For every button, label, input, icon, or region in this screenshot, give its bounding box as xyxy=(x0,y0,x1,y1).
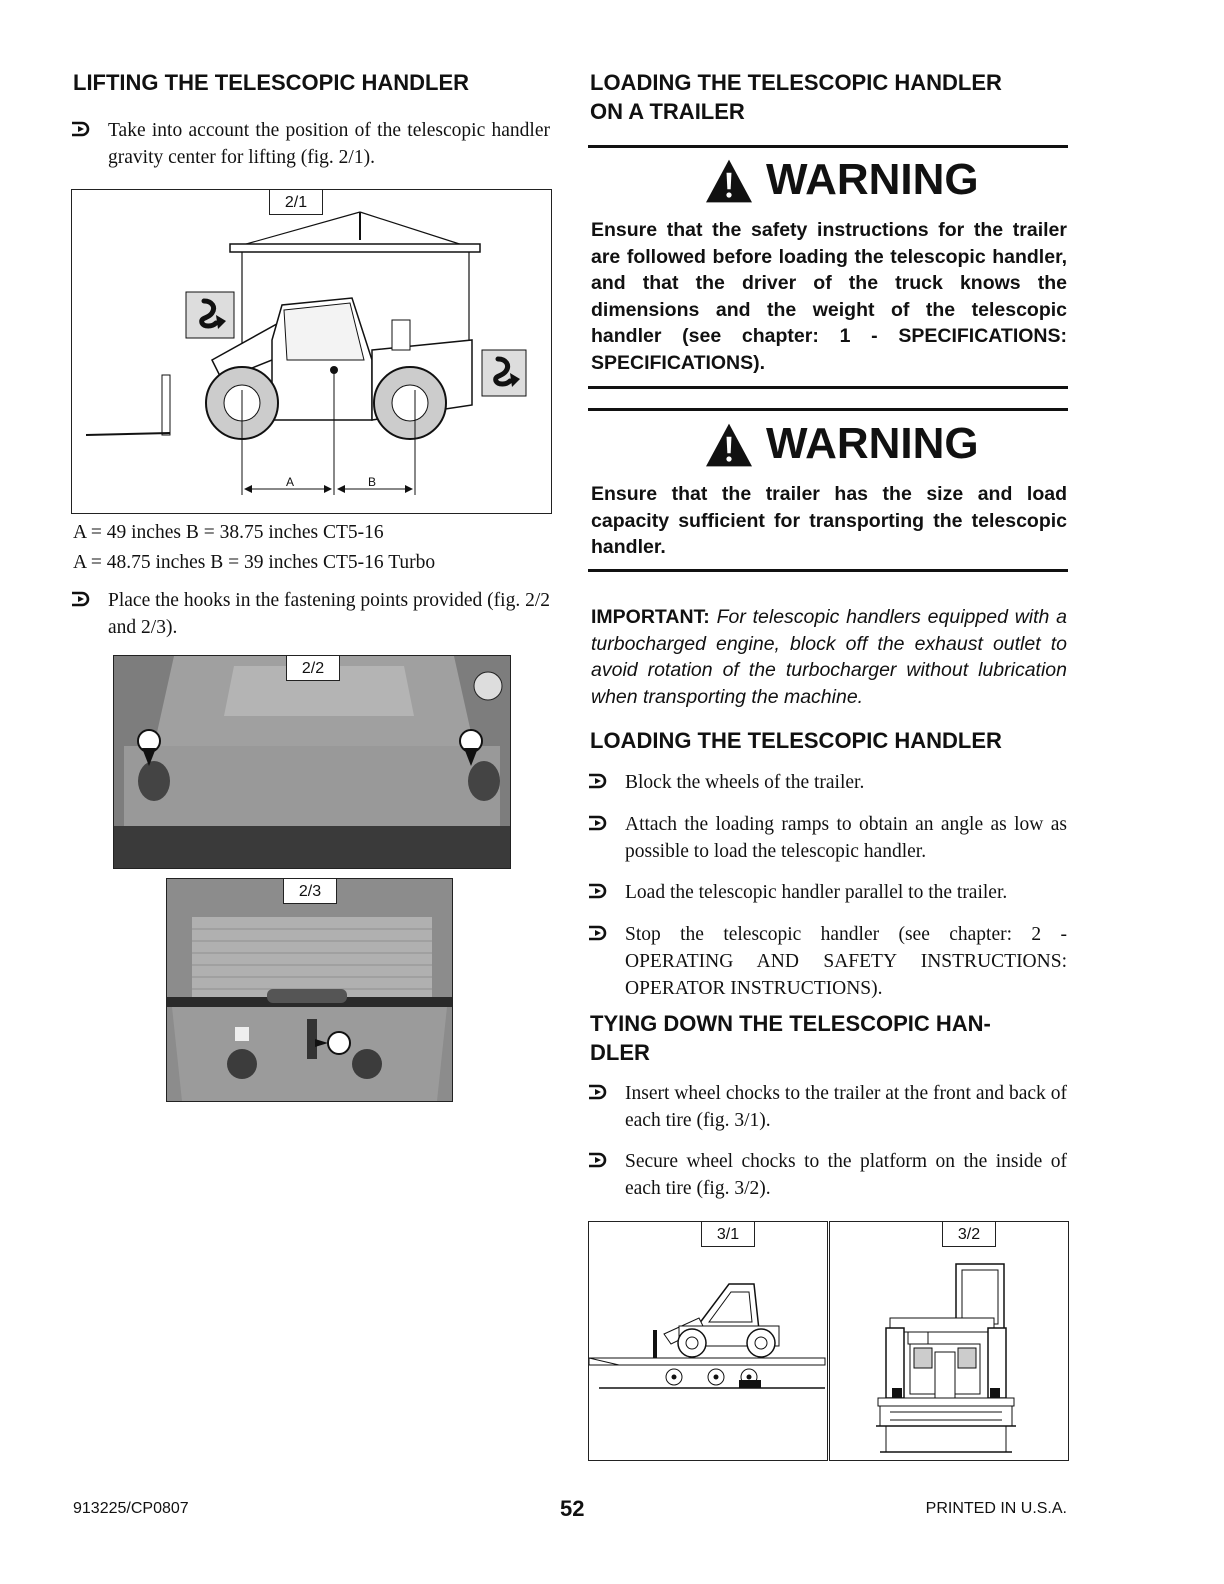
printed-in-usa: PRINTED IN U.S.A. xyxy=(925,1500,1067,1517)
loading-step xyxy=(625,811,1067,865)
warning-title: WARNING xyxy=(766,155,979,204)
important-note xyxy=(591,604,1067,710)
figure-2-3-front-fastening-photo xyxy=(166,878,453,1102)
warning-bottom-rule xyxy=(588,569,1068,572)
arrow-bullet-icon xyxy=(587,922,609,944)
warning-icon xyxy=(700,158,758,204)
arrow-bullet-icon xyxy=(587,1149,609,1171)
heading-line: DLER xyxy=(590,1040,650,1065)
dimension-a-label: A xyxy=(286,475,295,489)
warning-text-trailer-capacity: Ensure that the trailer has the size and load capacity sufficient for transporting the telescopic handler. xyxy=(591,483,1067,558)
instruction-place-hooks xyxy=(108,587,550,641)
dimension-b-label: B xyxy=(368,475,377,489)
important-text: For telescopic handlers equipped with a turbocharged engine, block off the exhaust outlet to avoid rotation of the turbocharger without lubrication when transporting the machine. xyxy=(591,606,1067,708)
instruction-text: Take into account the position of the telescopic handler gravity center for lifting (fig. 2/1). xyxy=(108,120,550,168)
figure-2-2-rear-fastening-photo xyxy=(113,655,511,869)
heading-line: LOADING THE TELESCOPIC HANDLER xyxy=(590,70,1002,95)
step-text: Insert wheel chocks to the trailer at the front and back of each tire (fig. 3/1). xyxy=(625,1083,1067,1131)
heading-line: ON A TRAILER xyxy=(590,99,745,124)
telescopic-handler-lifting-drawing xyxy=(72,190,550,512)
warning-bottom-rule xyxy=(588,386,1068,389)
loading-step xyxy=(625,879,1067,906)
handler-on-trailer-front-drawing xyxy=(830,1222,1067,1459)
figure-label: 2/2 xyxy=(286,655,340,681)
arrow-bullet-icon xyxy=(587,880,609,902)
dimensions-ct5-16: A = 49 inches B = 38.75 inches CT5-16 xyxy=(73,522,384,543)
section-heading-loading-trailer xyxy=(590,68,1002,126)
step-text: Attach the loading ramps to obtain an angle as low as possible to load the telescopic handler. xyxy=(625,814,1067,862)
figure-label: 3/1 xyxy=(701,1221,755,1247)
warning-title: WARNING xyxy=(766,419,979,468)
warning-icon xyxy=(700,422,758,468)
arrow-bullet-icon xyxy=(70,118,92,140)
figure-label: 2/3 xyxy=(283,878,337,904)
tie-down-step xyxy=(625,1080,1067,1134)
step-text: Secure wheel chocks to the platform on the inside of each tire (fig. 3/2). xyxy=(625,1151,1067,1199)
arrow-bullet-icon xyxy=(587,770,609,792)
warning-top-rule xyxy=(588,145,1068,148)
instruction-text: Place the hooks in the fastening points provided (fig. 2/2 and 2/3). xyxy=(108,590,550,638)
document-number: 913225/CP0807 xyxy=(73,1500,189,1517)
step-text: Block the wheels of the trailer. xyxy=(625,772,865,793)
page-number: 52 xyxy=(560,1496,585,1521)
figure-3-2-trailer-front-view xyxy=(829,1221,1069,1461)
loading-step xyxy=(625,769,1067,796)
important-label: IMPORTANT: xyxy=(591,606,710,628)
figure-3-1-trailer-side-view xyxy=(588,1221,828,1461)
section-heading-loading: LOADING THE TELESCOPIC HANDLER xyxy=(590,728,1002,753)
front-fastening-point-photo xyxy=(167,879,452,1101)
arrow-bullet-icon xyxy=(587,1081,609,1103)
section-heading-tying-down xyxy=(590,1009,991,1067)
warning-text-safety-instructions: Ensure that the safety instructions for the trailer are followed before loading the telescopic handler, and that the driver of the truck knows the dimensions and the weight of the telescopic handler (see chapter: 1 - SPECIFICATIONS: SPECIFICATIONS). xyxy=(591,219,1067,374)
section-heading-lifting: LIFTING THE TELESCOPIC HANDLER xyxy=(73,70,469,95)
handler-on-trailer-side-drawing xyxy=(589,1222,826,1459)
step-text: Load the telescopic handler parallel to the trailer. xyxy=(625,882,1008,903)
figure-label: 3/2 xyxy=(942,1221,996,1247)
figure-label: 2/1 xyxy=(269,189,323,215)
tie-down-step xyxy=(625,1148,1067,1202)
figure-2-1-lifting-diagram xyxy=(71,189,552,514)
arrow-bullet-icon xyxy=(587,812,609,834)
heading-line: TYING DOWN THE TELESCOPIC HAN- xyxy=(590,1011,991,1036)
warning-top-rule xyxy=(588,408,1068,411)
dimensions-ct5-16-turbo: A = 48.75 inches B = 39 inches CT5-16 Turbo xyxy=(73,552,436,573)
arrow-bullet-icon xyxy=(70,588,92,610)
loading-step xyxy=(625,921,1067,1002)
step-text: Stop the telescopic handler (see chapter: 2 - OPERATING AND SAFETY INSTRUCTIONS: OPERATOR INSTRUCTIONS). xyxy=(625,924,1067,999)
instruction-lifting-gravity-center xyxy=(108,117,550,171)
rear-fastening-points-photo xyxy=(114,656,510,868)
